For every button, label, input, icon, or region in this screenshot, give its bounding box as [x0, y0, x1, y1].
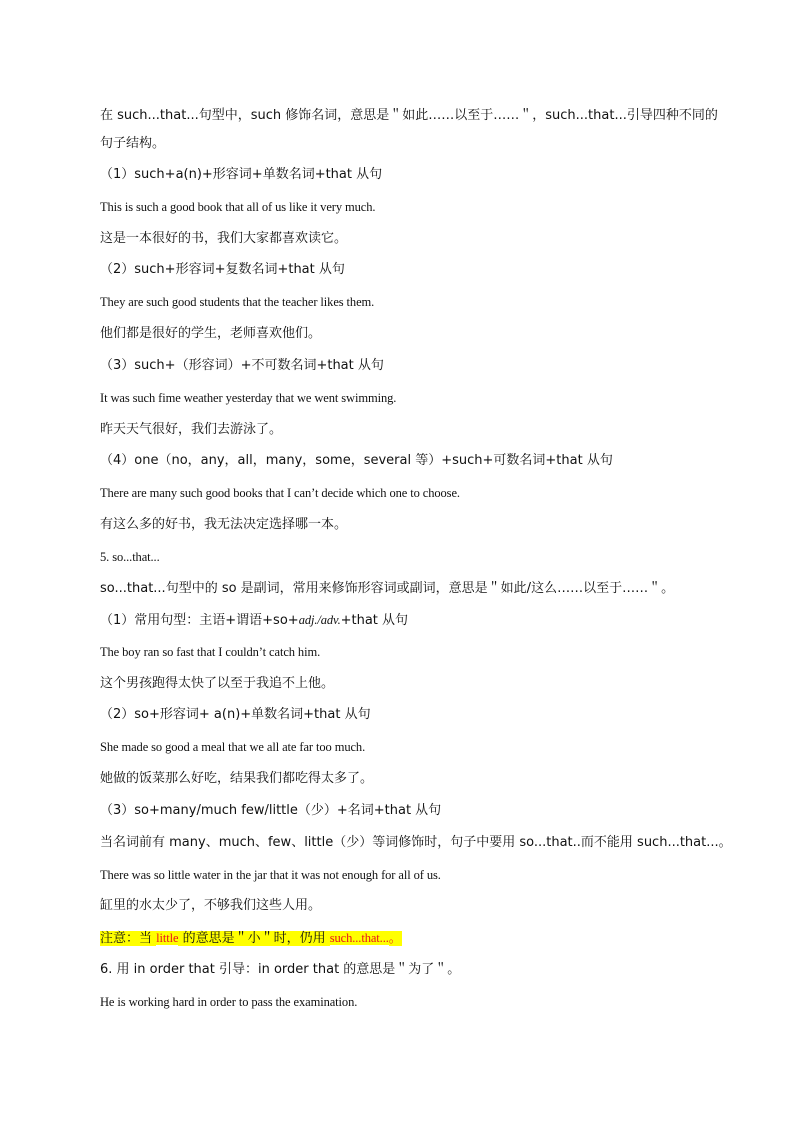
so-pattern-1-suffix: +that 从句 — [340, 613, 409, 628]
section-5-title: 5. so...that... — [100, 550, 160, 564]
note-little-word: little — [156, 931, 179, 945]
pattern-1-example-en: This is such a good book that all of us like it very much. — [100, 200, 376, 214]
so-pattern-1-example-zh: 这个男孩跑得太快了以至于我追不上他。 — [100, 676, 335, 691]
pattern-4-example-en: There are many such good books that I can’t decide which one to choose. — [100, 486, 460, 500]
so-pattern-1-prefix: （1）常用句型：主语+谓语+so+ — [100, 613, 299, 628]
pattern-2-example-en: They are such good students that the teacher likes them. — [100, 295, 375, 309]
so-pattern-2-example-en: She made so good a meal that we all ate far too much. — [100, 740, 366, 754]
note-label: 注意：当 — [100, 931, 157, 946]
so-pattern-3-example-en: There was so little water in the jar that it was not enough for all of us. — [100, 868, 441, 882]
so-pattern-3-description: 当名词前有 many、much、few、little（少）等词修饰时，句子中要用 so...that..而不能用 such...that...。 — [100, 835, 732, 850]
pattern-3-example-zh: 昨天天气很好，我们去游泳了。 — [100, 422, 283, 437]
so-pattern-2-heading: （2）so+形容词+ a(n)+单数名词+that 从句 — [100, 707, 371, 722]
pattern-4-example-zh: 有这么多的好书，我无法决定选择哪一本。 — [100, 517, 348, 532]
pattern-3-example-en: It was such fime weather yesterday that we went swimming. — [100, 391, 397, 405]
so-pattern-1-example-en: The boy ran so fast that I couldn’t catch him. — [100, 645, 321, 659]
so-pattern-3-example-zh: 缸里的水太少了，不够我们这些人用。 — [100, 898, 322, 913]
pattern-3-heading: （3）such+（形容词）+不可数名词+that 从句 — [100, 358, 384, 373]
pattern-1-heading: （1）such+a(n)+形容词+单数名词+that 从句 — [100, 167, 383, 182]
pattern-2-example-zh: 他们都是很好的学生，老师喜欢他们。 — [100, 326, 322, 341]
pattern-1-example-zh: 这是一本很好的书，我们大家都喜欢读它。 — [100, 231, 348, 246]
so-pattern-3-heading: （3）so+many/much few/little（少）+名词+that 从句 — [100, 803, 442, 818]
pattern-4-heading: （4）one（no，any，all，many，some，several 等）+such+可数名词+that 从句 — [100, 453, 613, 468]
section-5-description: so...that...句型中的 so 是副词，常用来修饰形容词或副词，意思是＂如此/这么……以至于……＂。 — [100, 581, 675, 596]
note-meaning: 的意思是＂小＂时，仍用 — [178, 931, 330, 946]
so-pattern-2-example-zh: 她做的饭菜那么好吃，结果我们都吃得太多了。 — [100, 771, 374, 786]
note-such-that: such...that... — [329, 931, 389, 945]
section-6-example-en: He is working hard in order to pass the examination. — [100, 995, 358, 1009]
section-6-title: 6. 用 in order that 引导：in order that 的意思是＂为了＂。 — [100, 962, 461, 977]
note-callout — [100, 929, 402, 948]
so-pattern-1-italic: adj./adv. — [298, 613, 341, 627]
pattern-2-heading: （2）such+形容词+复数名词+that 从句 — [100, 262, 345, 277]
intro-paragraph: 在 such...that...句型中，such 修饰名词，意思是＂如此……以至于……＂，such...that...引导四种不同的句子结构。 — [100, 108, 718, 151]
so-pattern-1-heading — [100, 611, 408, 630]
note-period: 。 — [388, 931, 402, 946]
